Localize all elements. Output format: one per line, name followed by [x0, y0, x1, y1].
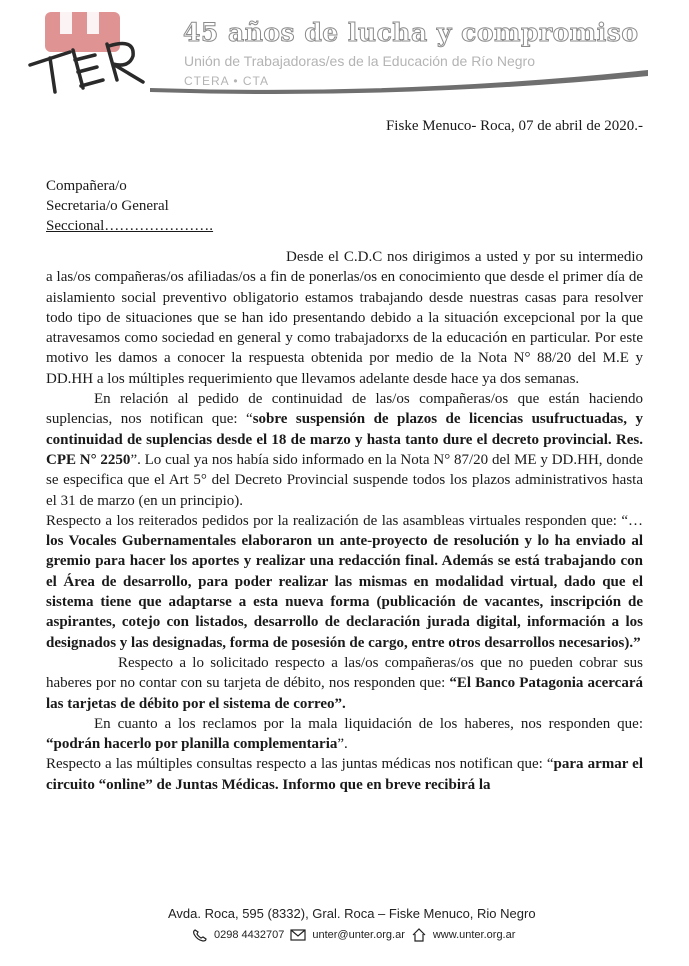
affiliation: CTERA • CTA — [184, 74, 269, 88]
footer-contacts — [192, 928, 515, 942]
footer-phone: 0298 4432707 — [214, 929, 285, 941]
phone-icon — [192, 928, 208, 942]
text-span: Respecto a lo solicitado respecto a las/os compañeras/os que no pueden cobrar sus haberes por no contar con su tarjeta de débito, nos responden que: — [46, 654, 643, 692]
bold-span: para armar el circuito “online” de Juntas Médicas. Informo que en breve recibirá la — [46, 756, 643, 793]
paragraph-liquidacion — [46, 714, 643, 755]
union-name: Unión de Trabajadoras/es de la Educación de Río Negro — [184, 53, 535, 69]
footer-email[interactable]: unter@unter.org.ar — [312, 929, 405, 941]
addressee-block — [46, 176, 213, 236]
text-span: En cuanto a los reclamos por la mala liquidación de los haberes, nos responden que: — [94, 715, 643, 732]
bold-span: sobre suspensión de plazos de licencias usufructuadas, y continuidad de suplencias desde el 18 de marzo y hasta tanto dure el decreto provincial. Res. CPE N° 2250 — [46, 411, 643, 468]
bold-span: los Vocales Gubernamentales elaboraron un ante-proyecto de resolución y lo ha enviado al gremio para hacer los aportes y realizar una redacción final. Además se está trabajando con el Área de desarrollo, para poder realizar las mismas en modalidad virtual, dado que el sistema tiene que adaptarse a esta nueva forma (publicación de vacantes, inscripción de aspirantes, cotejo con listados, desarrollo de declaración jurada digital, información a los designados y las designadas, forma de posesión de cargo, entre otros desarrollos necesarios).” — [46, 533, 643, 651]
paragraph-asambleas — [46, 511, 643, 653]
home-icon — [411, 928, 427, 942]
text-span: Respecto a las múltiples consultas respecto a las juntas médicas nos notifican que: “ — [46, 756, 554, 773]
text-span: ”. Lo cual ya nos había sido informado en la Nota N° 87/20 del ME y DD.HH, donde se especifica que el Art 5° del Decreto Provincial suspende todos los plazos administrativos hasta el 31 de marzo (en un principio). — [46, 451, 643, 509]
addressee-line-3: Seccional…………………. — [46, 218, 214, 234]
paragraph-tarjetas — [46, 653, 643, 714]
email-icon — [290, 928, 306, 942]
paragraph-intro: Desde el C.D.C nos dirigimos a usted y por su intermedio a las/os compañeras/os afiliadas/os a fin de ponerlas/os en conocimiento que desde el primer día de aislamiento social preventivo obligatorio estamos trabajando desde nuestras casas para resolver todo tipo de situaciones que se han ido presentando debido a la situación excepcional por la que atravesamos como sociedad en general y como trabajadorxs de la educación en particular. Por este motivo les damos a conocer la respuesta obtenida por medio de la Nota N° 88/20 del M.E y DD.HH a los múltiples requerimiento que llevamos adelante desde hace ya dos semanas. — [46, 249, 643, 387]
bold-span: “El Banco Patagonia acercará las tarjetas de débito por el sistema de correo”. — [46, 675, 643, 712]
letterhead — [0, 0, 689, 100]
letter-body — [46, 247, 643, 795]
letter-date: Fiske Menuco- Roca, 07 de abril de 2020.- — [385, 118, 643, 134]
text-span: En relación al pedido de continuidad de las/os compañeras/os que están haciendo suplencias, nos notifican que: “ — [46, 391, 643, 428]
text-span: ”. — [337, 736, 348, 753]
paragraph-juntas — [46, 754, 643, 795]
motto: 45 años de lucha y compromiso — [183, 18, 639, 47]
text-span: Respecto a los reiterados pedidos por la realización de las asambleas virtuales responden que: “… — [46, 512, 643, 529]
addressee-line-1: Compañera/o — [46, 178, 127, 194]
footer-web[interactable]: www.unter.org.ar — [432, 929, 516, 941]
paragraph-suplencias — [46, 389, 643, 511]
footer-address: Avda. Roca, 595 (8332), Gral. Roca – Fiske Menuco, Rio Negro — [168, 906, 536, 921]
bold-span: “podrán hacerlo por planilla complementaria — [46, 736, 338, 753]
addressee-line-2: Secretaria/o General — [46, 198, 169, 214]
